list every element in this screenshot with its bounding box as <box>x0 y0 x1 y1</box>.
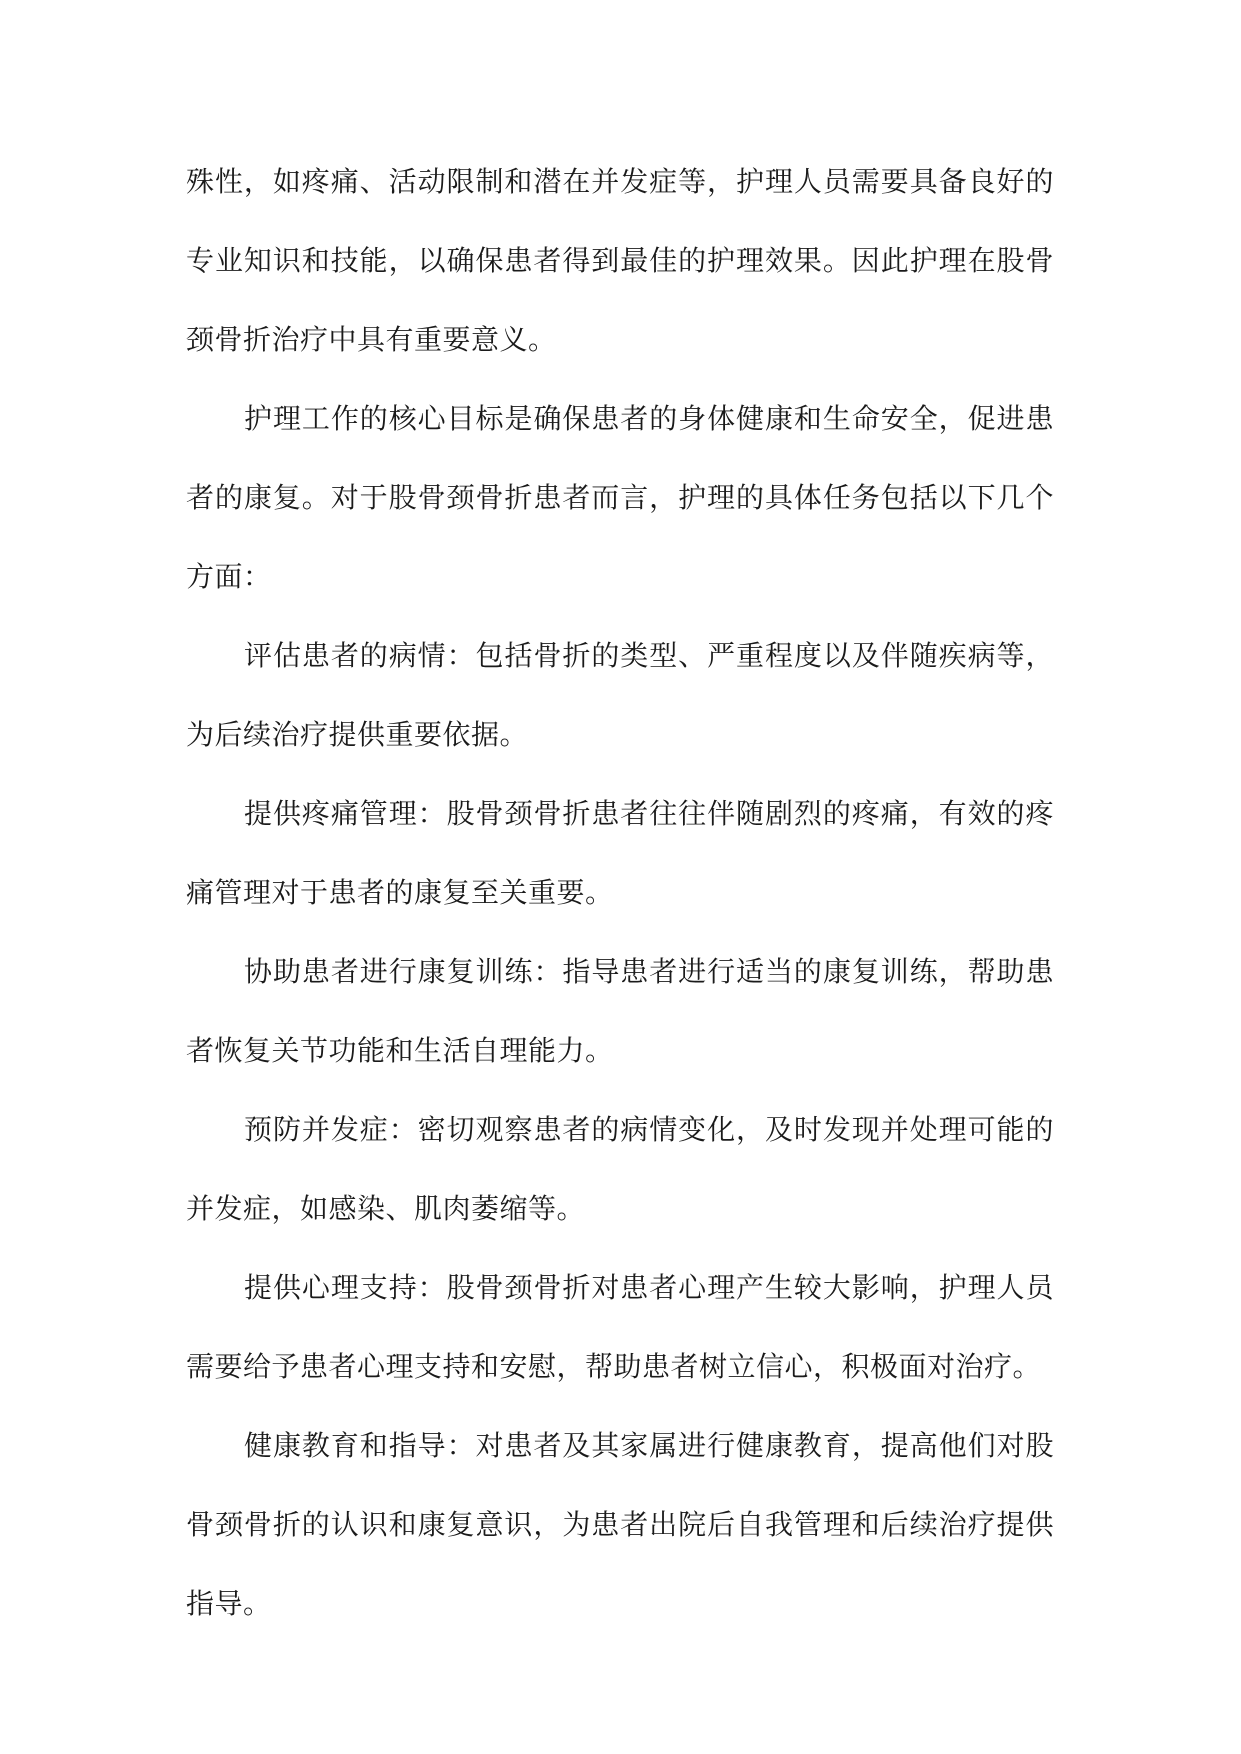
paragraph-4: 提供疼痛管理：股骨颈骨折患者往往伴随剧烈的疼痛，有效的疼痛管理对于患者的康复至关重要。 <box>186 797 1054 909</box>
paragraph-5: 协助患者进行康复训练：指导患者进行适当的康复训练，帮助患者恢复关节功能和生活自理能力。 <box>186 955 1054 1067</box>
paragraph-1: 殊性，如疼痛、活动限制和潜在并发症等，护理人员需要具备良好的专业知识和技能，以确保患者得到最佳的护理效果。因此护理在股骨颈骨折治疗中具有重要意义。 <box>186 165 1054 356</box>
paragraph-2: 护理工作的核心目标是确保患者的身体健康和生命安全，促进患者的康复。对于股骨颈骨折患者而言，护理的具体任务包括以下几个方面： <box>186 402 1054 593</box>
paragraph-8: 健康教育和指导：对患者及其家属进行健康教育，提高他们对股骨颈骨折的认识和康复意识，为患者出院后自我管理和后续治疗提供指导。 <box>186 1429 1054 1620</box>
document-body <box>186 142 1054 1643</box>
paragraph-6: 预防并发症：密切观察患者的病情变化，及时发现并处理可能的并发症，如感染、肌肉萎缩等。 <box>186 1113 1054 1225</box>
paragraph-7: 提供心理支持：股骨颈骨折对患者心理产生较大影响，护理人员需要给予患者心理支持和安慰，帮助患者树立信心，积极面对治疗。 <box>186 1271 1054 1383</box>
paragraph-3: 评估患者的病情：包括骨折的类型、严重程度以及伴随疾病等，为后续治疗提供重要依据。 <box>186 639 1054 751</box>
